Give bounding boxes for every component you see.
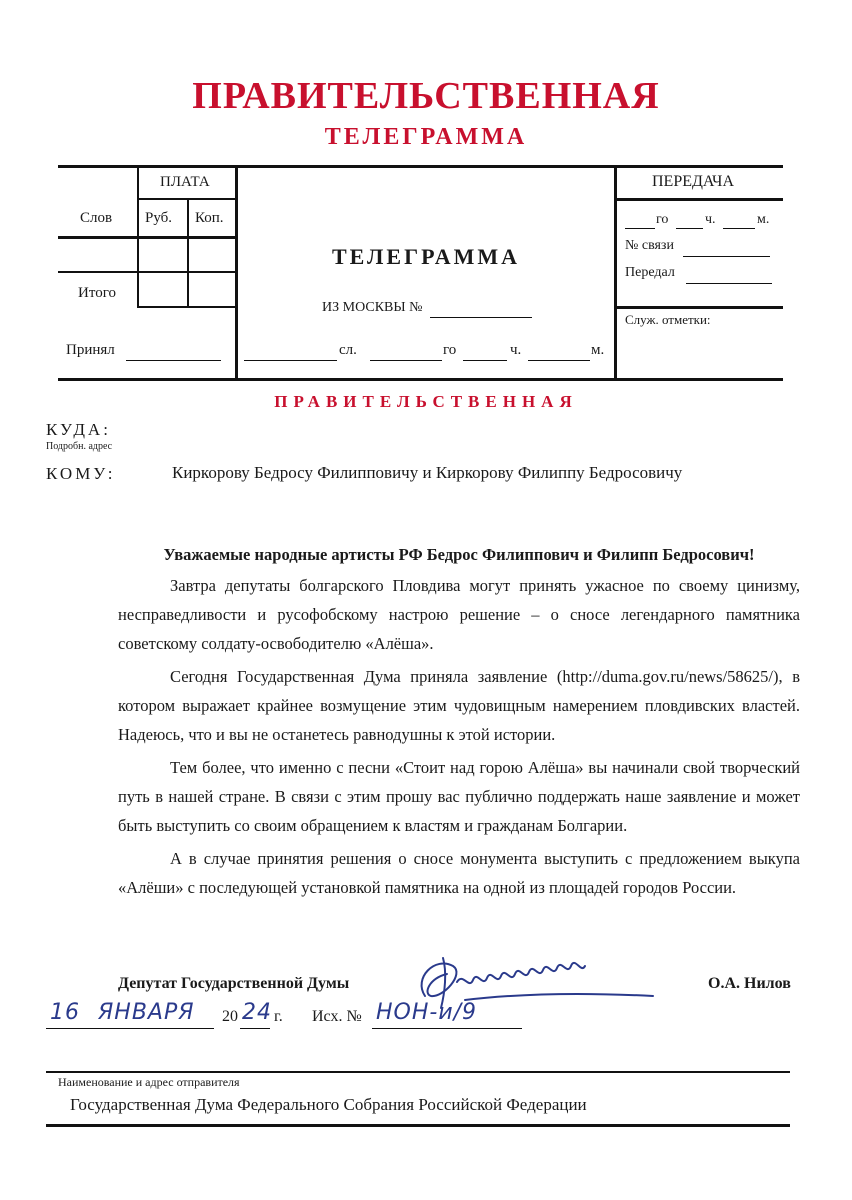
right-ch-label: ч.: [705, 212, 716, 227]
ch-label: ч.: [510, 342, 522, 358]
ref-underline: [372, 1028, 522, 1029]
ch-blank: [463, 360, 507, 361]
government-band: ПРАВИТЕЛЬСТВЕННАЯ: [274, 392, 578, 411]
right-m-label: м.: [757, 212, 770, 227]
iz-moskvy-blank: [430, 317, 532, 318]
letter-paragraph: Тем более, что именно с песни «Стоит над горою Алёша» вы начинали свой творческий путь в нашей стране. В связи с этим прошу вас публично поддержать наше заявление и может быть выступить со своим обращением к властям и гражданам Болгарии.: [118, 758, 800, 835]
recipient-name: Киркорову Бедросу Филипповичу и Киркорову Филиппу Бедросовичу: [172, 463, 683, 482]
sl-blank: [244, 360, 337, 361]
no-svyazi-blank: [683, 256, 770, 257]
date-field: [46, 1000, 216, 1030]
year-label: г.: [274, 1008, 283, 1025]
peredal-label: Передал: [625, 265, 675, 280]
document-title: ПРАВИТЕЛЬСТВЕННАЯ: [192, 75, 660, 117]
peredal-blank: [686, 283, 772, 284]
itogo-label: Итого: [78, 285, 116, 301]
kop-label: Коп.: [195, 210, 224, 226]
no-svyazi-label: № связи: [625, 238, 674, 253]
letter-paragraph: А в случае принятия решения о сносе монумента выступить с предложением выкупа «Алёши» с последующей установкой памятника на одной из площадей городов России.: [118, 849, 800, 897]
right-m-blank: [723, 228, 755, 229]
peredacha-label: ПЕРЕДАЧА: [652, 173, 734, 190]
document-subtitle: ТЕЛЕГРАММА: [324, 124, 528, 150]
ref-label: Исх. №: [312, 1008, 362, 1025]
komu-label: КОМУ:: [46, 464, 116, 483]
sender-label: Наименование и адрес отправителя: [58, 1075, 240, 1089]
date-month: ЯНВАРЯ: [98, 1000, 195, 1025]
right-go-blank: [625, 228, 655, 229]
go-label: го: [443, 342, 457, 358]
slov-label: Слов: [80, 210, 113, 226]
m-blank: [528, 360, 590, 361]
m-label: м.: [591, 342, 605, 358]
kuda-sublabel: Подробн. адрес: [46, 441, 113, 452]
plata-label: ПЛАТА: [160, 174, 210, 190]
sl-label: сл.: [339, 342, 357, 358]
rub-label: Руб.: [145, 210, 173, 226]
sender-top-rule: [46, 1071, 790, 1073]
sluzh-otmetki-label: Служ. отметки:: [625, 312, 711, 327]
letter-greeting: Уважаемые народные артисты РФ Бедрос Филиппович и Филипп Бедросович!: [163, 545, 755, 564]
date-underline: [46, 1028, 214, 1029]
letter-body: [118, 540, 800, 906]
year-suffix: 24: [242, 1000, 272, 1025]
sender-value: Государственная Дума Федерального Собрания Российской Федерации: [70, 1095, 587, 1114]
right-ch-blank: [676, 228, 703, 229]
iz-moskvy-label: ИЗ МОСКВЫ №: [322, 300, 423, 315]
signer-position: Депутат Государственной Думы: [118, 975, 350, 992]
sender-bottom-rule: [46, 1124, 790, 1127]
ref-number: НОН-и/9: [376, 1000, 478, 1025]
center-telegram-title: ТЕЛЕГРАММА: [331, 244, 521, 269]
date-day: 16: [50, 1000, 80, 1025]
go-blank: [370, 360, 442, 361]
prinyal-blank: [126, 360, 221, 361]
right-go-label: го: [656, 212, 669, 227]
year-underline: [240, 1028, 270, 1029]
letter-paragraph: Завтра депутаты болгарского Пловдива могут принять ужасное по своему цинизму, несправедливости и русофобскому настрою решение – о сносе легендарного памятника советскому солдату-освободителю «Алёша».: [118, 576, 800, 653]
signer-name: О.А. Нилов: [708, 975, 791, 992]
prinyal-label: Принял: [66, 342, 115, 358]
kuda-label: КУДА:: [46, 420, 111, 439]
year-prefix: 20: [222, 1008, 238, 1025]
letter-paragraph: Сегодня Государственная Дума приняла заявление (http://duma.gov.ru/news/58625/), в котором выражает крайнее возмущение этим чудовищным намерением пловдивских властей. Надеюсь, что и вы не останетесь равнодушны к этой истории.: [118, 667, 800, 744]
